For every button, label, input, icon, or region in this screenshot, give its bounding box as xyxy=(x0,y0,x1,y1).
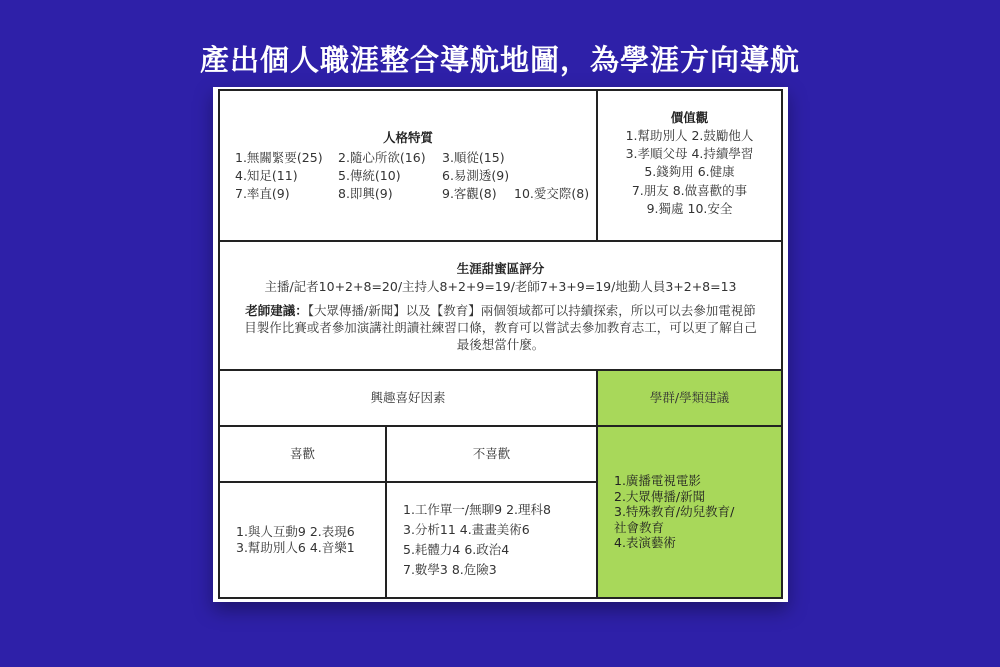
group-advice-item: 2.大眾傳播/新聞 xyxy=(614,488,706,504)
dislikes-title: 不喜歡 xyxy=(472,445,511,461)
personality-list xyxy=(235,149,604,203)
teacher-advice-label: 老師建議： xyxy=(245,303,308,319)
values-line: 3.孝順父母 4.持續學習 xyxy=(625,146,754,162)
dislikes-item: 1.工作單一/無聊9 2.理科8 xyxy=(403,502,551,517)
dislikes-item: 5.耗體力4 6.政治4 xyxy=(403,542,510,557)
trait-item: 5.傳統(10) xyxy=(338,168,401,184)
values-line: 7.朋友 8.做喜歡的事 xyxy=(631,182,748,198)
values-line: 5.錢夠用 6.健康 xyxy=(644,164,735,180)
sweet-spot-scores: 主播/記者10+2+8=20/主持人8+2+9=19/老師7+3+9=19/地勤人員3+2+8=13 xyxy=(264,279,737,295)
trait-item: 2.隨心所欲(16) xyxy=(338,150,426,165)
trait-item: 4.知足(11) xyxy=(235,168,298,184)
group-advice-header xyxy=(596,369,783,427)
dislikes-item: 3.分析11 4.畫畫美術6 xyxy=(403,522,530,537)
personality-title: 人格特質 xyxy=(382,130,433,145)
dislikes-header xyxy=(385,425,598,483)
page-headline: 產出個人職涯整合導航地圖，為學涯方向導航 xyxy=(199,43,800,77)
trait-item: 8.即興(9) xyxy=(338,186,393,202)
trait-item: 9.客觀(8) xyxy=(442,186,497,202)
interest-title: 興趣喜好因素 xyxy=(370,389,446,405)
trait-item: 10.愛交際(8) xyxy=(514,186,590,202)
values-title: 價值觀 xyxy=(670,110,709,125)
trait-item: 1.無關緊要(25) xyxy=(235,150,323,165)
likes-item: 1.與人互動9 2.表現6 xyxy=(236,524,355,540)
likes-header xyxy=(218,425,387,483)
group-advice-item: 4.表演藝術 xyxy=(614,535,676,551)
sweet-spot-cell xyxy=(218,240,783,371)
personality-cell xyxy=(218,89,598,242)
group-advice-list xyxy=(596,425,783,599)
likes-list xyxy=(218,481,387,599)
values-line: 9.獨處 10.安全 xyxy=(646,200,733,216)
trait-item: 3.順從(15) xyxy=(442,150,505,165)
sweet-spot-title: 生涯甜蜜區評分 xyxy=(456,261,545,276)
group-advice-title: 學群/學類建議 xyxy=(649,389,730,405)
group-advice-item: 1.廣播電視電影 xyxy=(614,472,701,488)
trait-item: 7.率直(9) xyxy=(235,186,290,202)
teacher-advice xyxy=(242,303,759,354)
values-cell xyxy=(596,89,783,242)
dislikes-item: 7.數學3 8.危險3 xyxy=(403,562,497,577)
interest-header xyxy=(218,369,598,427)
likes-item: 3.幫助別人6 4.音樂1 xyxy=(236,540,355,555)
group-advice-item: 社會教育 xyxy=(614,519,665,535)
values-line: 1.幫助別人 2.鼓勵他人 xyxy=(625,128,754,144)
dislikes-list xyxy=(385,481,598,599)
trait-item: 6.易測透(9) xyxy=(442,168,510,184)
career-map-sheet xyxy=(213,87,788,602)
group-advice-item: 3.特殊教育/幼兒教育/ xyxy=(614,504,735,520)
teacher-advice-text: 【大眾傳播/新聞】以及【教育】兩個領域都可以持續探索，所以可以去參加電視節目製作比賽或者參加演講社朗讀社練習口條，教育可以嘗試去參加教育志工，可以更了解自己最後想當什麼。 xyxy=(244,303,757,352)
likes-title: 喜歡 xyxy=(289,445,315,461)
